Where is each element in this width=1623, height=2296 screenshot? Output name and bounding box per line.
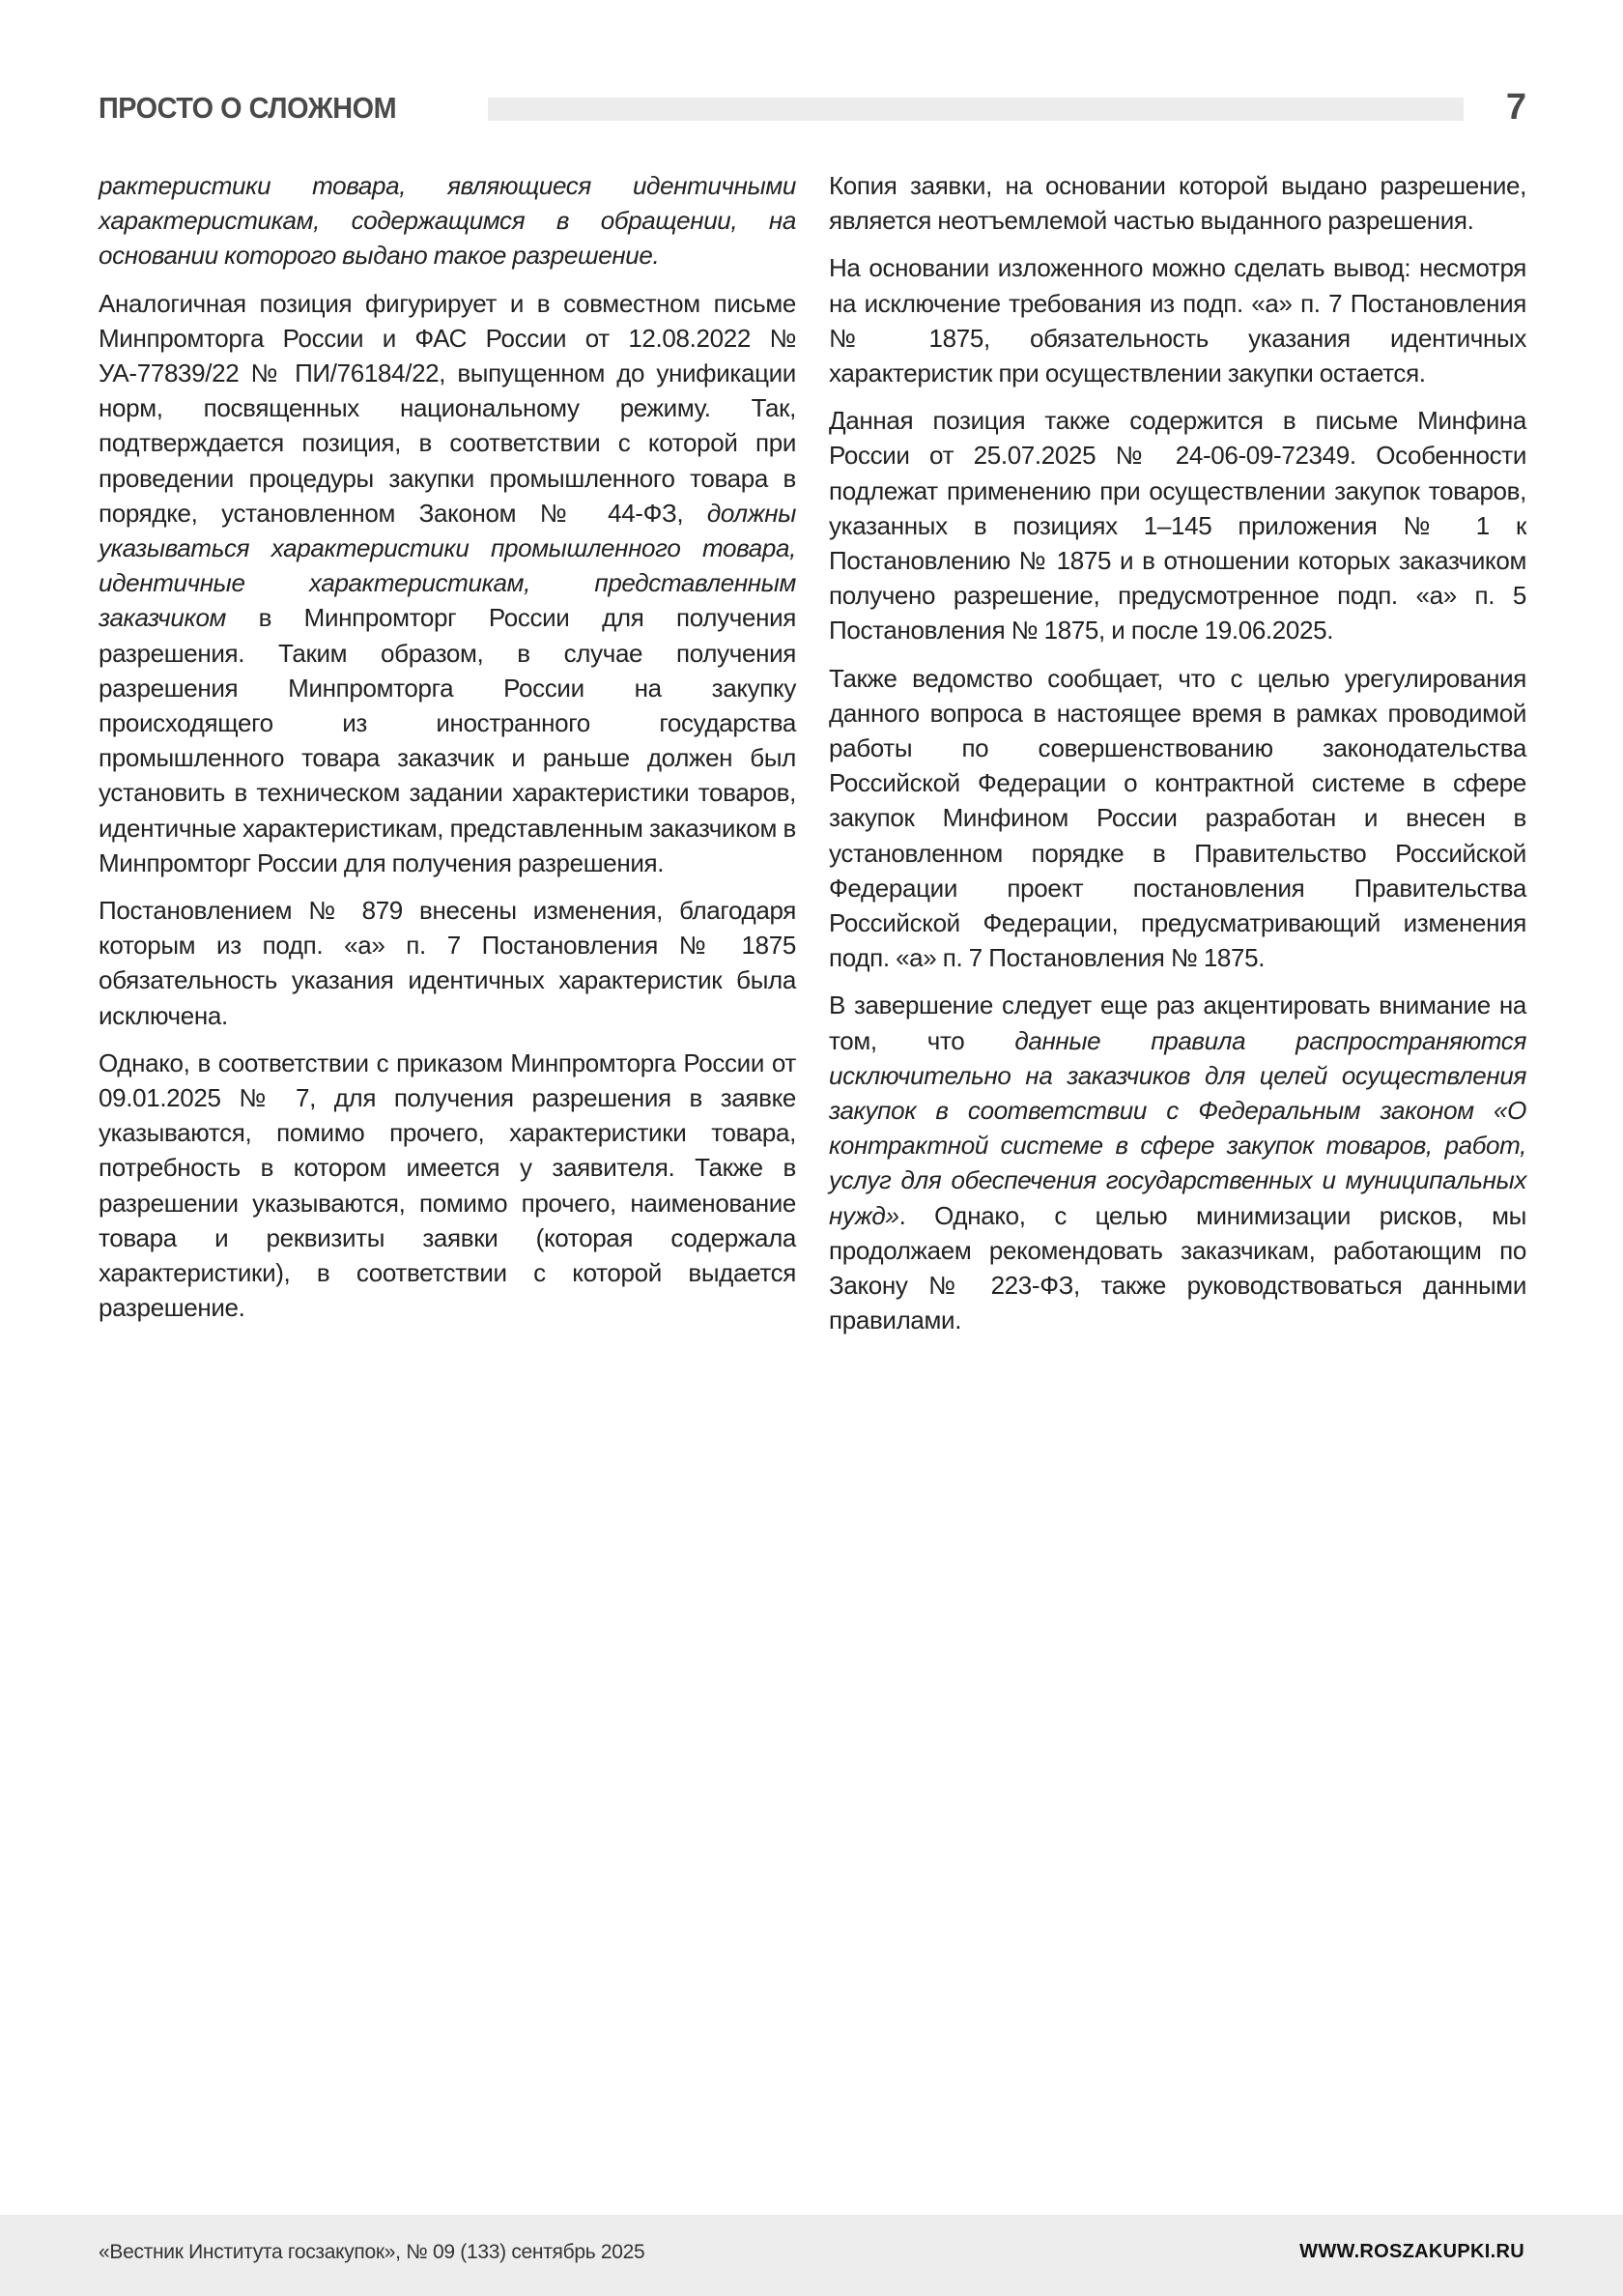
right-column xyxy=(829,168,1526,1351)
page-header xyxy=(99,89,1526,131)
section-title: ПРОСТО О СЛОЖНОМ xyxy=(99,91,397,125)
emphasis-text: должны указываться характеристики промышленного товара, идентичные характеристикам, представленным заказчиком xyxy=(99,498,796,633)
paragraph xyxy=(829,661,1526,976)
text-segment: Данная позиция также содержится в письме Минфина России от 25.07.2025 № 24-06-09-72349. Особенности подлежат применению при осуществлении закупок товаров, указанных в позициях 1–145 приложения № 1 к Постановлению № 1875 и в отношении которых заказчиком получено разрешение, предусмотренное подп. «а» п. 5 Постановления № 1875, и после 19.06.2025. xyxy=(829,406,1526,646)
paragraph xyxy=(99,286,796,880)
paragraph xyxy=(829,250,1526,390)
text-segment: Аналогичная позиция фигурирует и в совместном письме Минпромторга России и ФАС России от 12.08.2022 № УА-77839/22 № ПИ/76184/22, выпущенном до унификации норм, посвященных национальному режиму. Так, подтверждается позиция, в соответствии с которой при проведении процедуры закупки промышленного товара в порядке, установленном Законом № 44-ФЗ, xyxy=(99,288,796,528)
paragraph xyxy=(99,168,796,273)
left-column xyxy=(99,168,796,1338)
text-segment: в Минпромторг России для получения разрешения. Таким образом, в случае получения разрешения Минпромторга России на закупку происходящего из иностранного государства промышленного товара заказчик и раньше должен был установить в техническом задании характеристики товаров, идентичные характеристикам, представленным заказчиком в Минпромторг России для получения разрешения. xyxy=(99,603,796,877)
text-segment: . Однако, с целью минимизации рисков, мы продолжаем рекомендовать заказчикам, работающим по Закону № 223-ФЗ, также руководствоваться данными правилами. xyxy=(829,1200,1526,1335)
emphasis-text: данные правила распространяются исключительно на заказчиков для целей осуществления закупок в соответствии с Федеральным законом «О контрактной системе в сфере закупок товаров, работ, услуг для обеспечения государственных и муниципальных нужд» xyxy=(829,1025,1526,1230)
page-footer xyxy=(0,2215,1623,2296)
paragraph xyxy=(99,1046,796,1326)
emphasis-text: рактеристики товара, являющиеся идентичными характеристикам, содержащимся в обращении, на основании которого выдано такое разрешение. xyxy=(99,171,796,271)
paragraph xyxy=(829,168,1526,238)
text-segment: В завершение следует еще раз акцентировать внимание на том, что xyxy=(829,990,1526,1055)
website-link[interactable]: WWW.ROSZAKUPKI.RU xyxy=(1299,2241,1524,2262)
paragraph xyxy=(99,893,796,1033)
header-decorative-bar xyxy=(488,98,1464,121)
page-number: 7 xyxy=(1505,87,1526,128)
text-segment: Однако, в соответствии с приказом Минпромторга России от 09.01.2025 № 7, для получения разрешения в заявке указываются, помимо прочего, характеристики товара, потребность в котором имеется у заявителя. Также в разрешении указываются, помимо прочего, наименование товара и реквизиты заявки (которая содержала характеристики), в соответствии с которой выдается разрешение. xyxy=(99,1048,796,1323)
paragraph xyxy=(829,403,1526,647)
text-segment: Также ведомство сообщает, что с целью урегулирования данного вопроса в настоящее время в рамках проводимой работы по совершенствованию законодательства Российской Федерации о контрактной системе в сфере закупок Минфином России разработан и внесен в установленном порядке в Правительство Российской Федерации проект постановления Правительства Российской Федерации, предусматривающий изменения подп. «а» п. 7 Постановления № 1875. xyxy=(829,663,1526,973)
paragraph xyxy=(829,988,1526,1337)
publication-info: «Вестник Института госзакупок», № 09 (133) сентябрь 2025 xyxy=(99,2241,645,2263)
text-segment: На основании изложенного можно сделать вывод: несмотря на исключение требования из подп. «а» п. 7 Постановления № 1875, обязательность указания идентичных характеристик при осуществлении закупки остается. xyxy=(829,253,1526,388)
text-segment: Копия заявки, на основании которой выдано разрешение, является неотъемлемой частью выданного разрешения. xyxy=(829,171,1526,236)
text-segment: Постановлением № 879 внесены изменения, благодаря которым из подп. «а» п. 7 Постановления № 1875 обязательность указания идентичных характеристик была исключена. xyxy=(99,896,796,1030)
